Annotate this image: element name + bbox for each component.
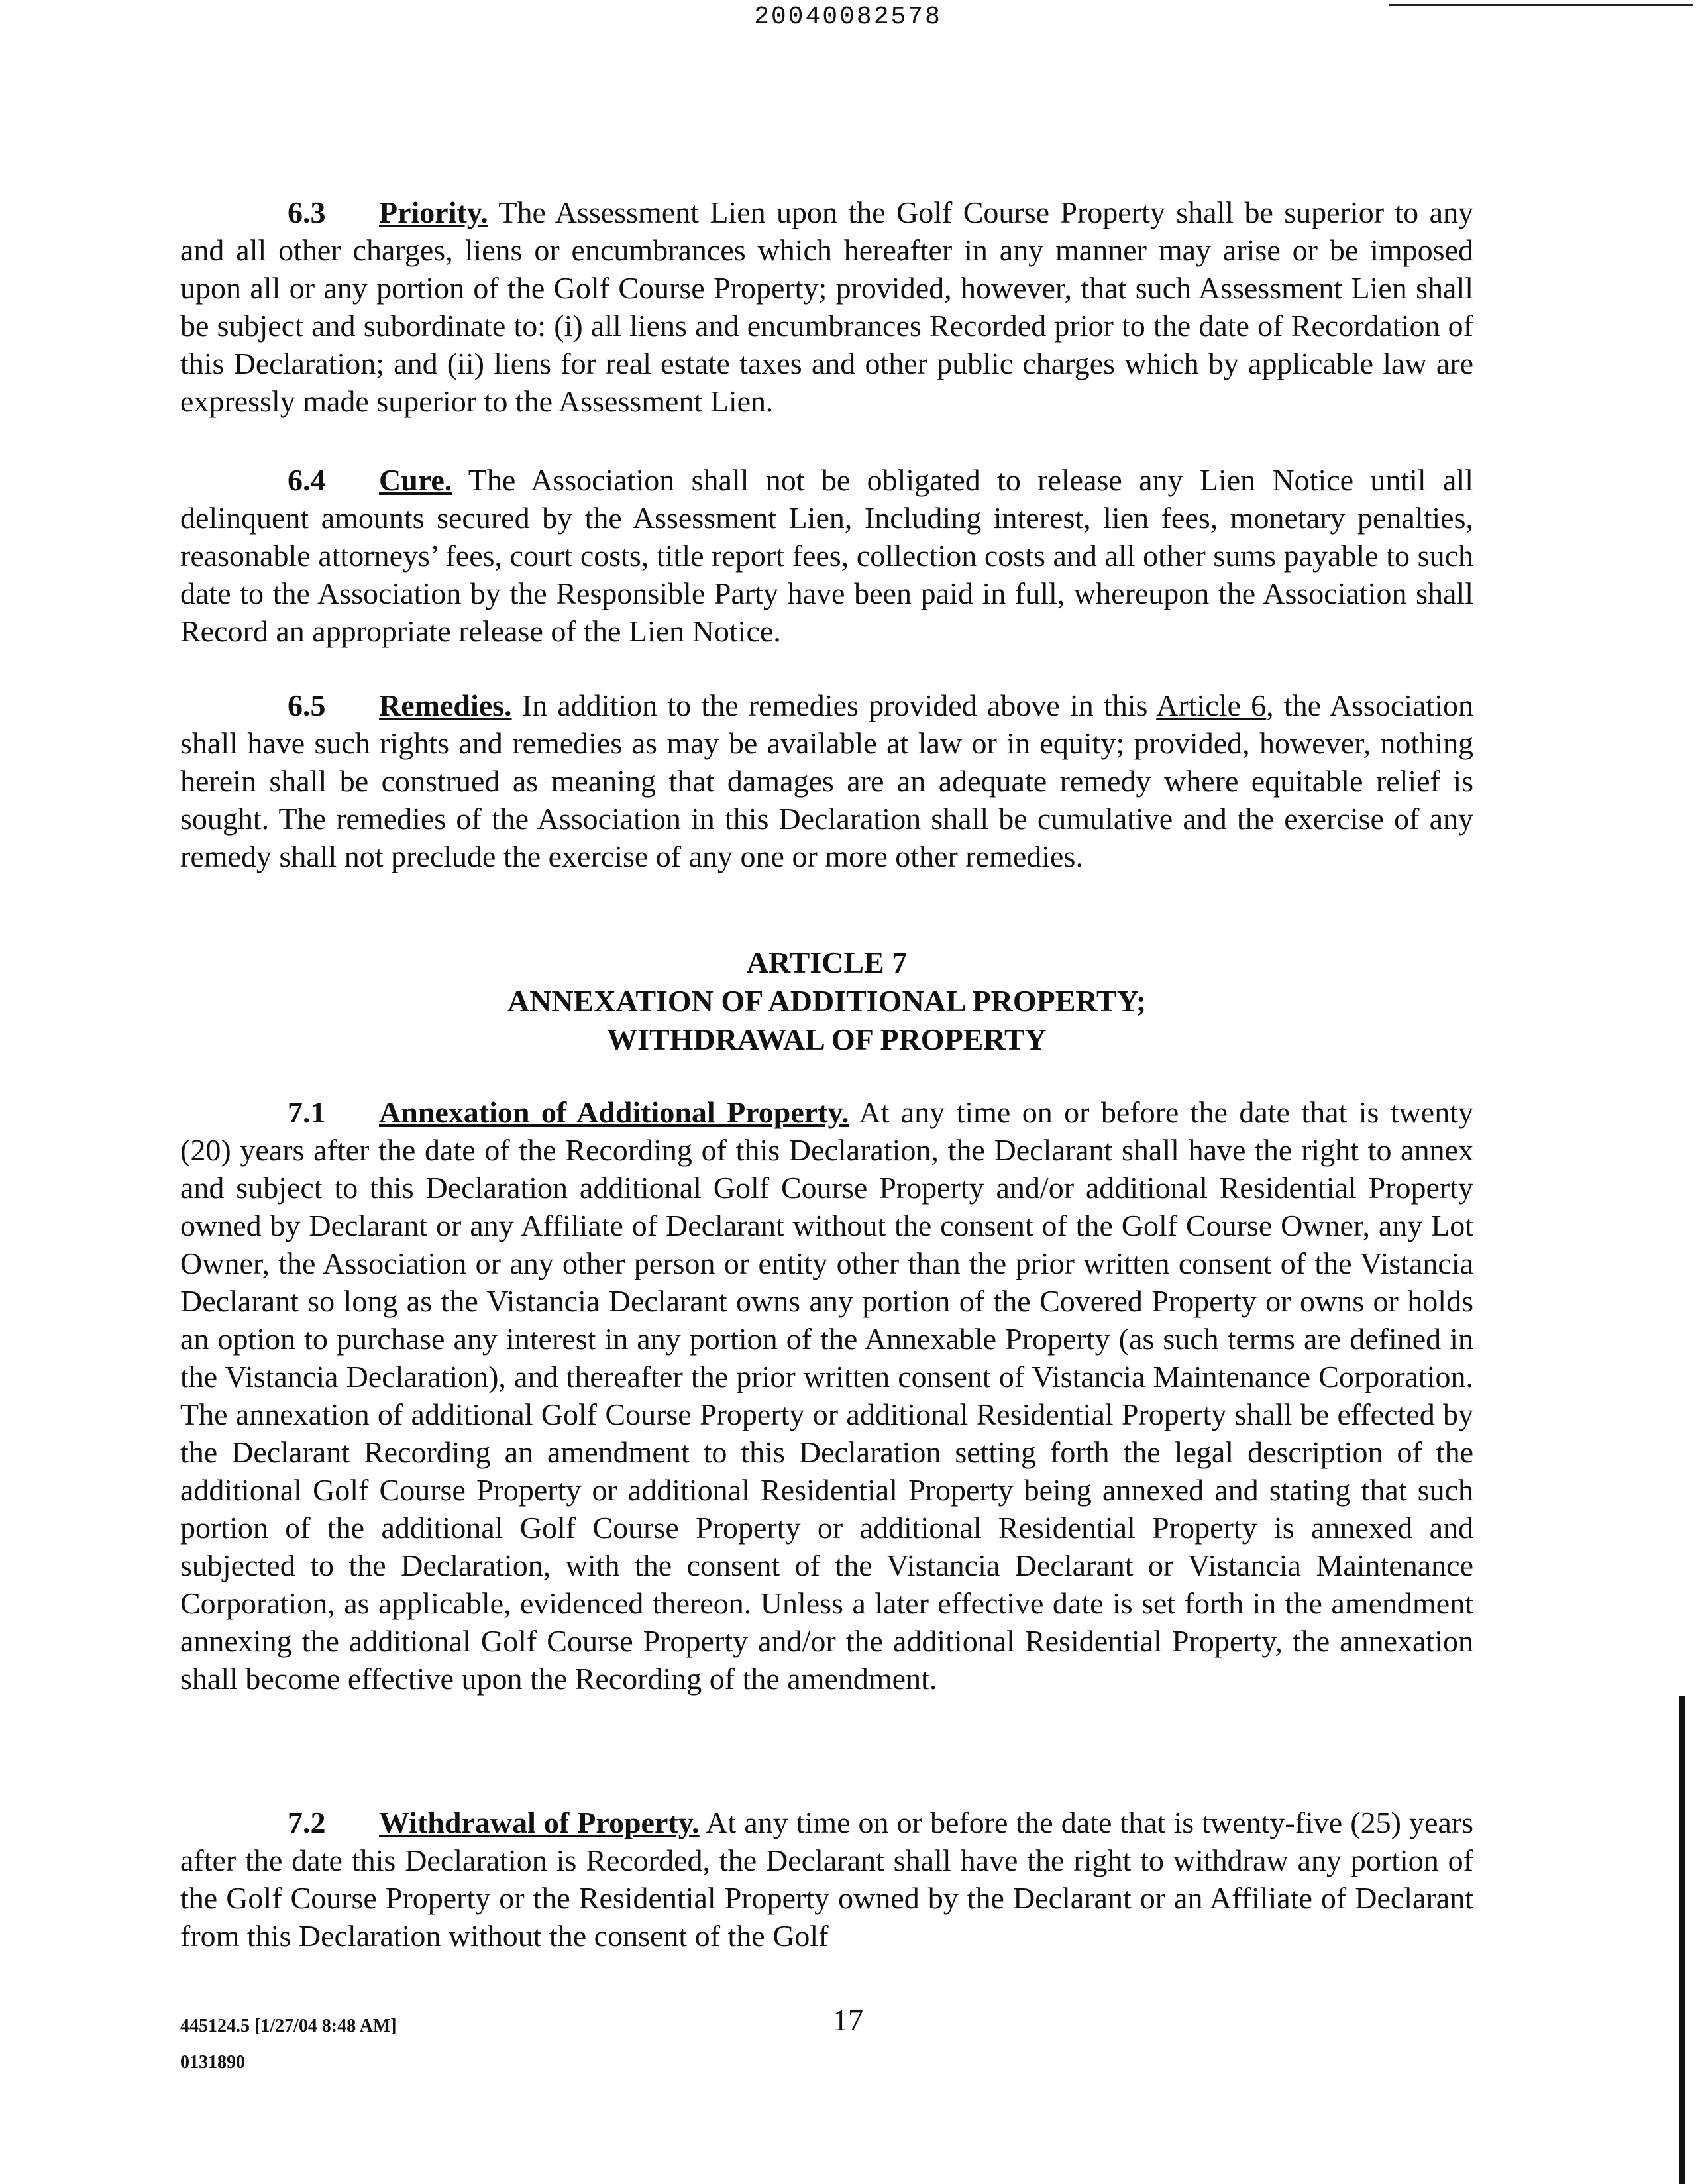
article-7-heading <box>180 944 1473 1059</box>
article-6-reference: Article 6 <box>1156 688 1267 722</box>
section-heading: Annexation of Additional Property. <box>379 1095 849 1129</box>
section-6-4 <box>180 461 1473 650</box>
section-text-after: , the Association shall have such rights and remedies as may be available at law or in equity; provided, however, nothing herein shall be construed as meaning that damages are an adequate remedy where equitable relief is sought. The remedies of the Association in this Declaration shall be cumulative and the exercise of any remedy shall not preclude the exercise of any one or more other remedies. <box>180 688 1474 873</box>
section-heading: Cure. <box>379 463 452 497</box>
section-heading: Remedies. <box>379 688 512 722</box>
right-edge-bar <box>1679 1696 1685 2184</box>
section-7-1 <box>180 1093 1473 1698</box>
section-text: The Assessment Lien upon the Golf Course Property shall be superior to any and all other charges, liens or encumbrances which hereafter in any manner may arise or be imposed upon all or any portion of the Golf Course Property; provided, however, that such Assessment Lien shall be subject and subordinate to: (i) all liens and encumbrances Recorded prior to the date of Recordation of this Declaration; and (ii) liens for real estate taxes and other public charges which by applicable law are expressly made superior to the Assessment Lien. <box>180 195 1473 418</box>
article-title-line-2: WITHDRAWAL OF PROPERTY <box>607 1022 1047 1056</box>
section-6-3 <box>180 193 1473 420</box>
section-text: At any time on or before the date that is twenty-five (25) years after the date this Declaration is Recorded, the Declarant shall have the right to withdraw any portion of the Golf Course Property or the Residential Property owned by the Declarant or an Affiliate of Declarant from this Declaration without the consent of the Golf <box>180 1806 1474 1953</box>
section-number: 6.3 <box>288 195 326 229</box>
section-heading: Withdrawal of Property. <box>379 1806 700 1839</box>
top-right-rule <box>1389 4 1693 6</box>
section-number: 7.1 <box>288 1095 326 1129</box>
footer-doc-id: 445124.5 [1/27/04 8:48 AM] <box>180 2016 397 2036</box>
section-6-5 <box>180 686 1473 875</box>
section-7-2 <box>180 1804 1473 1955</box>
section-text: The Association shall not be obligated to release any Lien Notice until all delinquent amounts secured by the Assessment Lien, Including interest, lien fees, monetary penalties, reasonable attorneys’ fees, court costs, title report fees, collection costs and all other sums payable to such date to the Association by the Responsible Party have been paid in full, whereupon the Association shall Record an appropriate release of the Lien Notice. <box>180 463 1473 648</box>
section-number: 6.5 <box>288 688 326 722</box>
section-heading: Priority. <box>379 195 488 229</box>
section-number: 7.2 <box>288 1806 326 1839</box>
document-number: 20040082578 <box>754 3 942 31</box>
article-title-line-1: ANNEXATION OF ADDITIONAL PROPERTY; <box>507 984 1147 1018</box>
section-number: 6.4 <box>288 463 326 497</box>
article-number: ARTICLE 7 <box>746 946 908 979</box>
section-text-before: In addition to the remedies provided above in this <box>521 688 1148 722</box>
footer-client-number: 0131890 <box>180 2052 245 2073</box>
page-number: 17 <box>833 2003 863 2037</box>
section-text: At any time on or before the date that is twenty (20) years after the date of the Recording of this Declaration, the Declarant shall have the right to annex and subject to this Declaration additional Golf Course Property and/or additional Residential Property owned by Declarant or any Affiliate of Declarant without the consent of the Golf Course Owner, any Lot Owner, the Association or any other person or entity other than the prior written consent of the Vistancia Declarant so long as the Vistancia Declarant owns any portion of the Covered Property or owns or holds an option to purchase any interest in any portion of the Annexable Property (as such terms are defined in the Vistancia Declaration), and thereafter the prior written consent of Vistancia Maintenance Corporation. The annexation of additional Golf Course Property or additional Residential Property shall be effected by the Declarant Recording an amendment to this Declaration setting forth the legal description of the additional Golf Course Property or additional Residential Property being annexed and stating that such portion of the additional Golf Course Property or additional Residential Property is annexed and subjected to the Declaration, with the consent of the Vistancia Declarant or Vistancia Maintenance Corporation, as applicable, evidenced thereon. Unless a later effective date is set forth in the amendment annexing the additional Golf Course Property and/or the additional Residential Property, the annexation shall become effective upon the Recording of the amendment. <box>180 1095 1473 1696</box>
